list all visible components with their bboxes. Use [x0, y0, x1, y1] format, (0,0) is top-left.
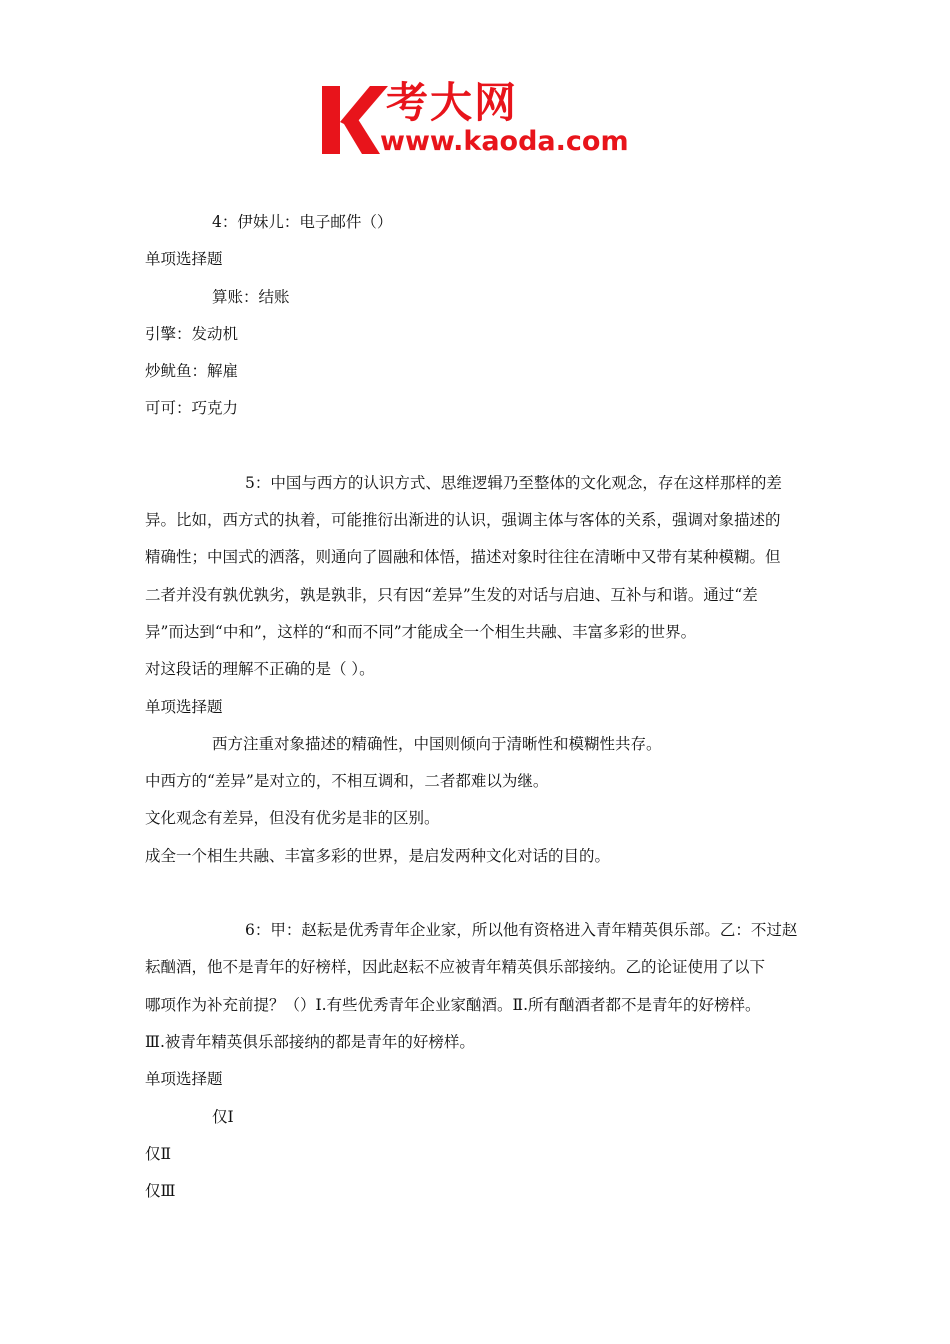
question-stem-line: 5：中国与西方的认识方式、思维逻辑乃至整体的文化观念，存在这样那样的差: [245, 473, 782, 492]
question-stem-line: 哪项作为补充前提？（）Ⅰ.有些优秀青年企业家酗酒。Ⅱ.所有酗酒者都不是青年的好榜样。: [145, 995, 761, 1014]
option-b: 引擎：发动机: [145, 324, 239, 343]
option-d: 成全一个相生共融、丰富多彩的世界，是启发两种文化对话的目的。: [145, 846, 611, 865]
option-a: 仅Ⅰ: [212, 1107, 234, 1126]
question-stem-line: 6：甲：赵耘是优秀青年企业家，所以他有资格进入青年精英俱乐部。乙：不过赵: [245, 921, 798, 940]
question-stem-line: Ⅲ.被青年精英俱乐部接纳的都是青年的好榜样。: [145, 1032, 475, 1051]
question-stem-line: 耘酗酒，他不是青年的好榜样，因此赵耘不应被青年精英俱乐部接纳。乙的论证使用了以下: [145, 958, 766, 977]
question-4: [145, 204, 811, 428]
question-type: 单项选择题: [145, 1070, 223, 1089]
question-5: [145, 465, 811, 875]
logo-title: 考大网: [386, 78, 519, 127]
option-b: 中西方的“差异”是对立的，不相互调和，二者都难以为继。: [145, 772, 549, 791]
option-d: 可可：巧克力: [145, 399, 239, 418]
k-logo-icon: [318, 84, 388, 158]
option-c: 炒鱿鱼：解雇: [145, 362, 239, 381]
question-6: [145, 912, 811, 1210]
question-type: 单项选择题: [145, 250, 223, 269]
logo-url: www.kaoda.com: [380, 126, 629, 157]
option-a: 算账：结账: [212, 287, 290, 306]
site-logo: [318, 78, 638, 160]
option-b: 仅Ⅱ: [145, 1144, 172, 1163]
question-stem-line: 异。比如，西方式的执着，可能推衍出渐进的认识，强调主体与客体的关系，强调对象描述的: [145, 511, 781, 530]
question-type: 单项选择题: [145, 697, 223, 716]
option-a: 西方注重对象描述的精确性，中国则倾向于清晰性和模糊性共存。: [212, 734, 662, 753]
document-body: [145, 204, 811, 1210]
question-stem-line: 二者并没有孰优孰劣，孰是孰非，只有因“差异”生发的对话与启迪、互补与和谐。通过“差: [145, 585, 758, 604]
question-stem-line: 异”而达到“中和”，这样的“和而不同”才能成全一个相生共融、丰富多彩的世界。: [145, 622, 697, 641]
question-stem-line: 精确性；中国式的洒落，则通向了圆融和体悟，描述对象时往往在清晰中又带有某种模糊。但: [145, 548, 781, 567]
question-stem-line: 对这段话的理解不正确的是（ ）。: [145, 660, 375, 679]
option-c: 仅Ⅲ: [145, 1182, 176, 1201]
option-c: 文化观念有差异，但没有优劣是非的区别。: [145, 809, 440, 828]
question-stem: 4：伊妹儿：电子邮件（）: [212, 213, 393, 231]
